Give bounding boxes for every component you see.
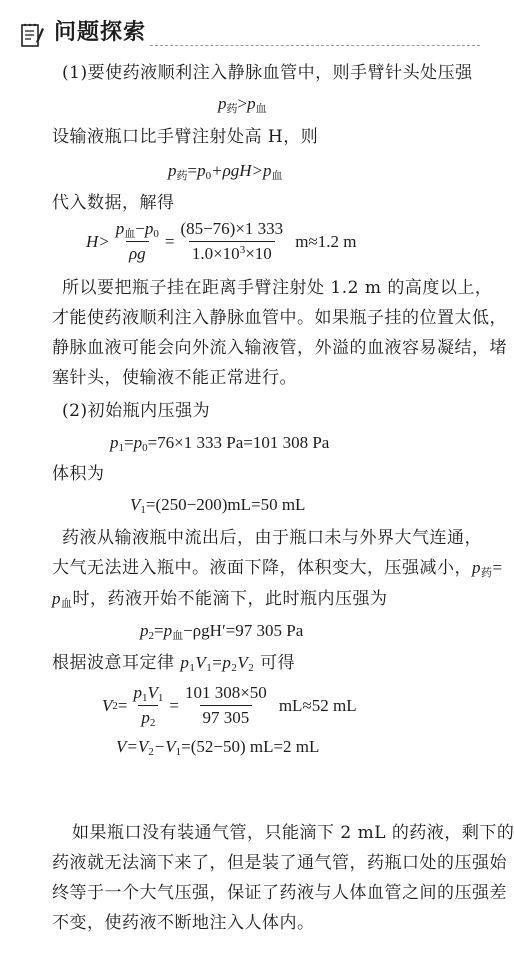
part2-explain-line: 大气无法进入瓶中。液面下降，体积变大，压强减小，$p_药=$	[52, 558, 503, 579]
part1-assume: 设输液瓶口比手臂注射处高 H，则	[52, 127, 319, 147]
part1-conclusion-line: 所以要把瓶子挂在距离手臂注射处 1.2 m 的高度以上，	[62, 278, 493, 298]
part2-equation-p2: $p_2=p_血-\rho gH'=97$ 305 Pa	[140, 621, 304, 642]
header-divider	[150, 45, 480, 46]
part2-law: 根据波意耳定律 $p_1V_1=p_2V_2$ 可得	[52, 653, 296, 674]
fraction-boyle: $\frac{p_1V_1}{p_2}$	[133, 683, 164, 729]
closing-line: 如果瓶口没有装通气管，只能滴下 2 mL 的药液，剩下的	[72, 823, 514, 843]
part2-intro: (2)初始瓶内压强为	[62, 401, 211, 421]
fraction-pressure-diff: $\frac{p_血-p_0}{\rho g}$	[115, 219, 159, 263]
closing-line: 不变，使药液不断地注入人体内。	[52, 913, 315, 933]
notepad-pencil-icon	[20, 22, 44, 48]
closing-line: 药液就无法滴下来了，但是装了通气管，药瓶口处的压强始	[52, 853, 507, 873]
part1-intro: (1)要使药液顺利注入静脉血管中，则手臂针头处压强	[62, 63, 473, 83]
part1-subst: 代入数据，解得	[52, 193, 175, 213]
part2-equation-v2: V 2 = $\frac{p_1V_1}{p_2}$ = $\frac{101 308\times 50}{97 305}$ mL≈52 mL	[102, 683, 357, 729]
closing-line: 终等于一个大气压强，保证了药液与人体血管之间的压强差	[52, 883, 507, 903]
section-title: 问题探索	[54, 20, 147, 45]
part1-condition: $p_药>p_血$	[218, 94, 267, 115]
part1-equation-pressure: $p_药=p_0+\rho gH>p_血$	[168, 161, 283, 182]
part2-equation-v1: $V_1=(250-200)mL=50$ mL	[130, 495, 306, 516]
part1-equation-height: H> $\frac{p_血-p_0}{\rho g}$ = $\frac{(85-76)\times 1 333}{1.0\times 10^3\times 10}$ m≈1.2 m	[86, 219, 357, 263]
fraction-numeric: $\frac{(85-76)\times 1 333}{1.0\times 10^3\times 10}$	[180, 219, 284, 263]
part1-conclusion-line: 塞针头，使输液不能正常进行。	[52, 368, 297, 388]
part2-volume-label: 体积为	[52, 464, 105, 484]
part2-explain-line: 药液从输液瓶中流出后，由于瓶口未与外界大气连通，	[62, 528, 482, 548]
part2-equation-p1: $p_1=p_0=76\times 1$ 333 Pa=101 308 Pa	[110, 433, 330, 454]
part1-conclusion-line: 才能使药液顺利注入静脉血管中。如果瓶子挂的位置太低，	[52, 308, 507, 328]
fraction-numeric: $\frac{101 308\times 50}{97 305}$	[184, 683, 267, 727]
part1-conclusion-line: 静脉血液可能会向外流入输液管，外溢的血液容易凝结，堵	[52, 338, 507, 358]
part2-equation-dv: $V=V_2-V_1=(52-50)$ mL=2 mL	[116, 737, 320, 758]
part2-explain-line: $p_血$时，药液开始不能滴下，此时瓶内压强为	[52, 589, 388, 610]
